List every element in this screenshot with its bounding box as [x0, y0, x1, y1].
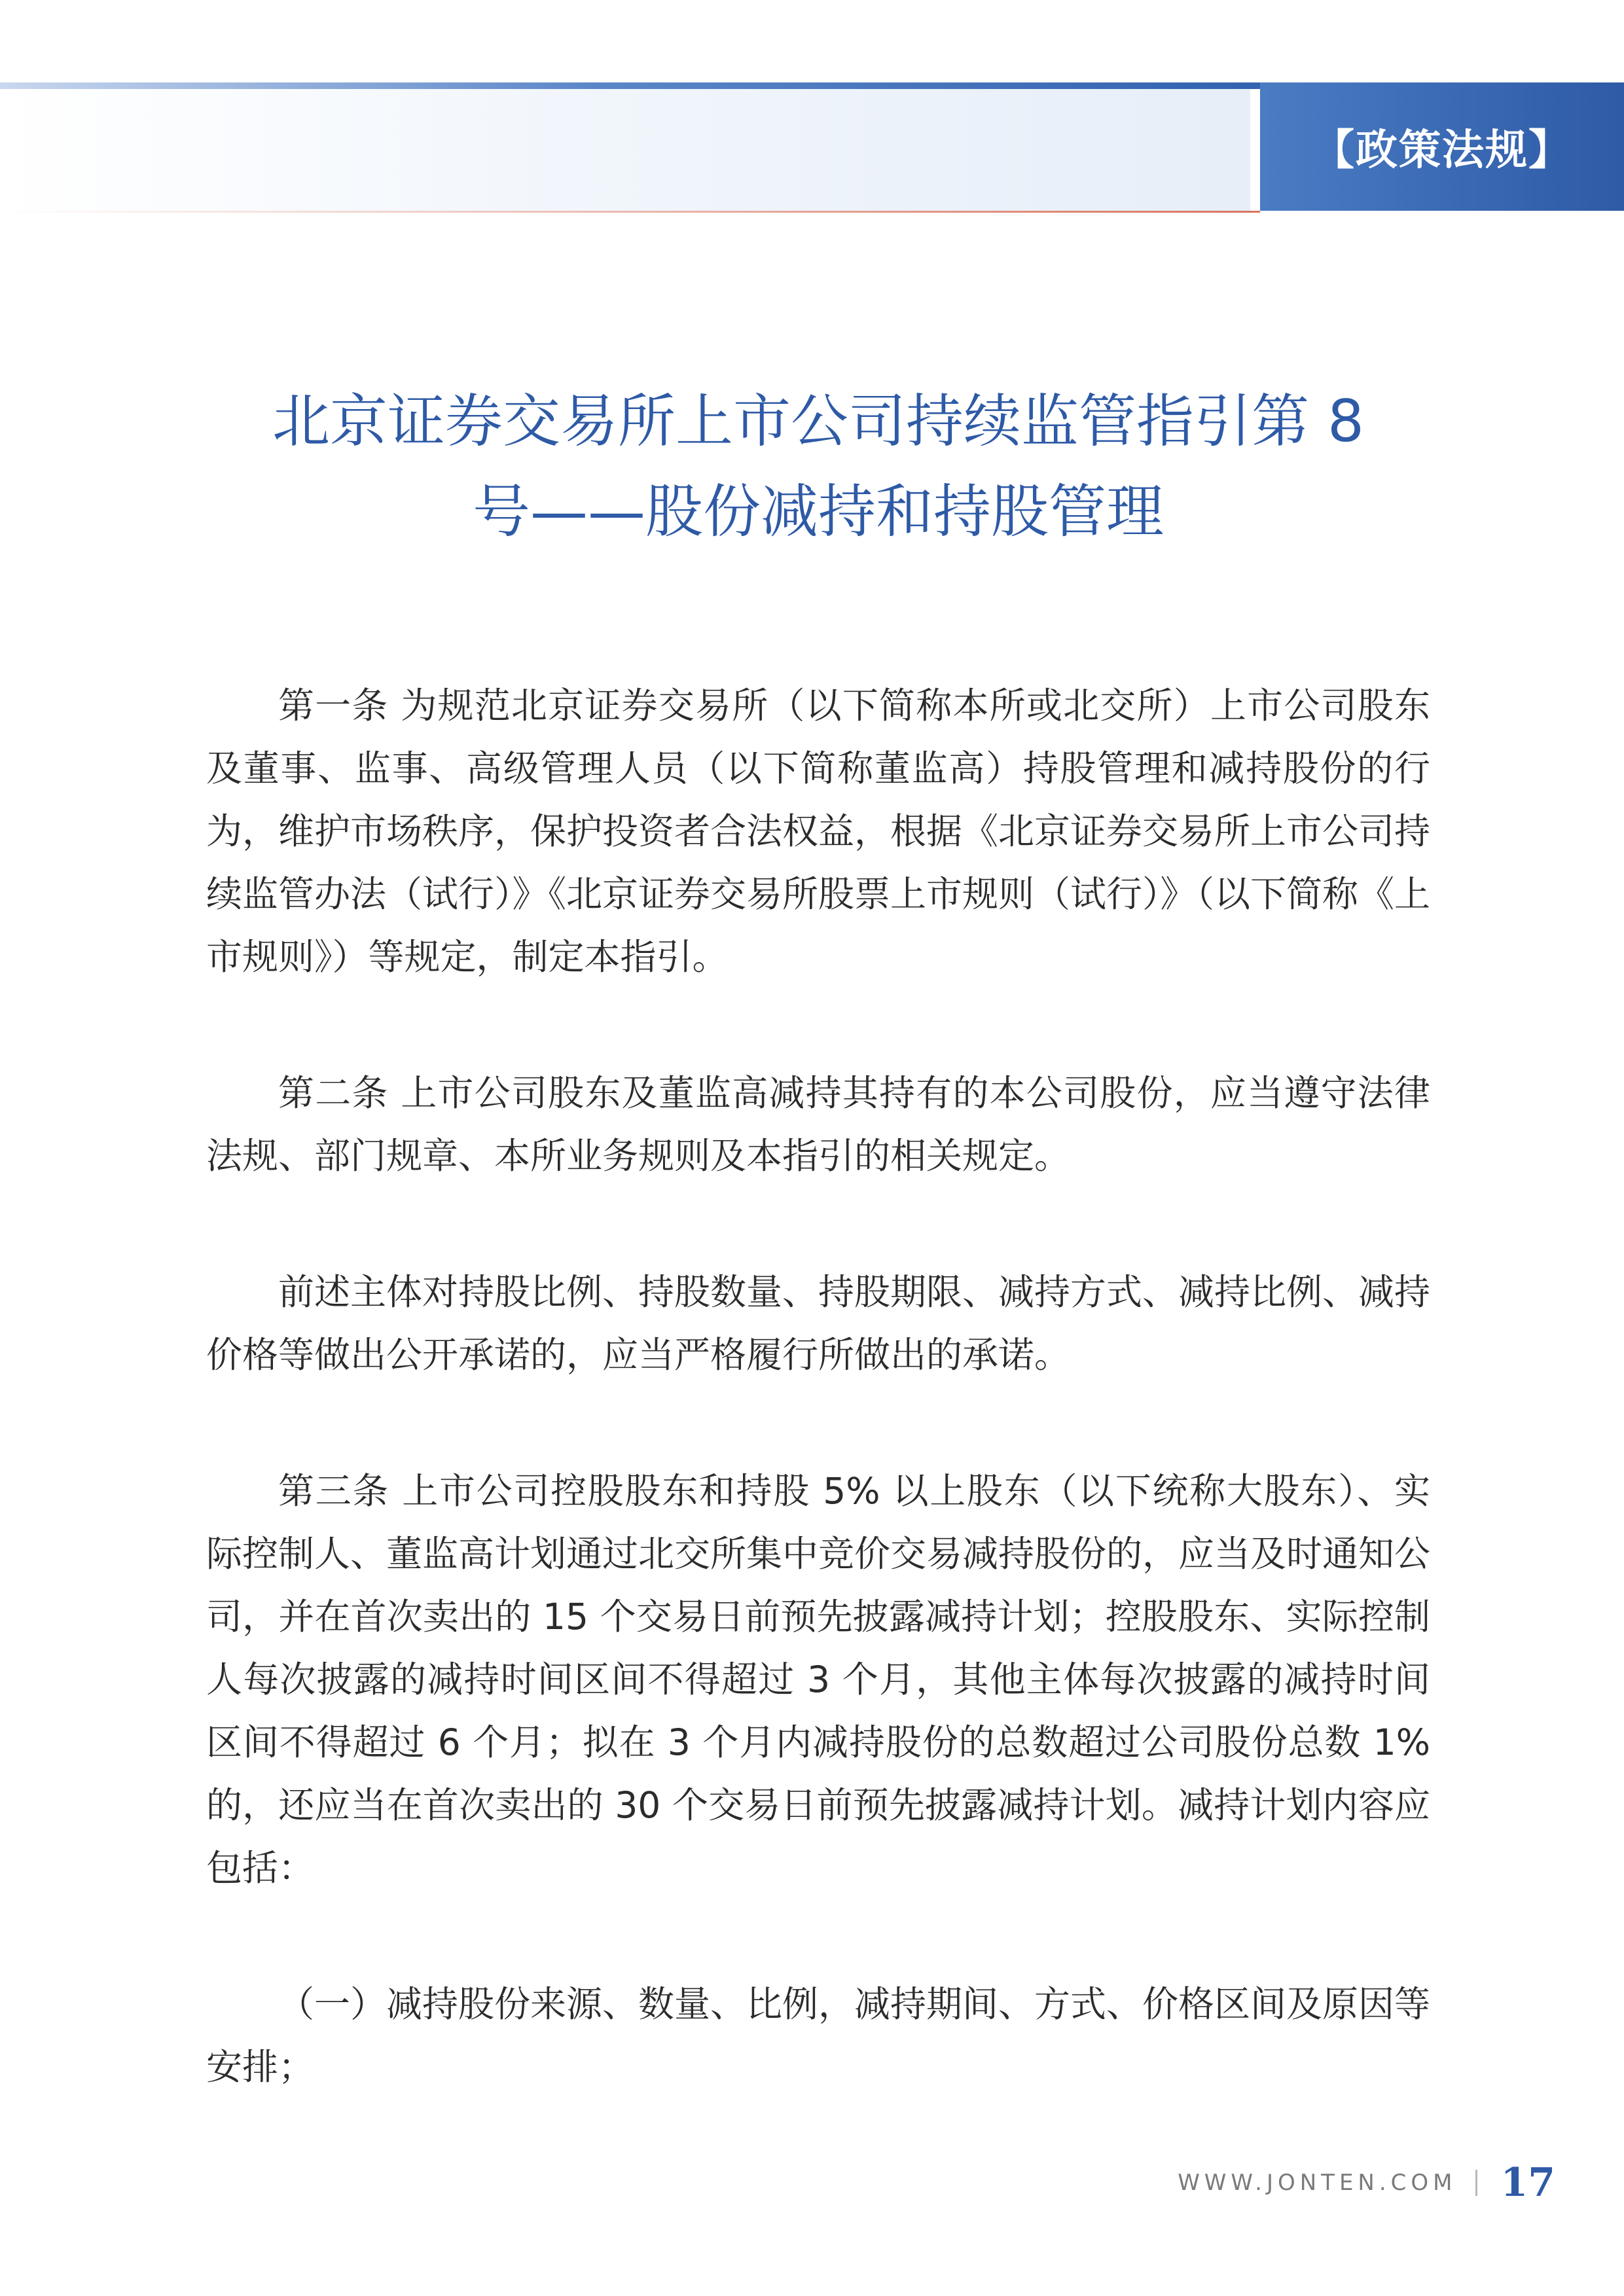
- title-line-2: 号——股份减持和持股管理: [472, 478, 1164, 545]
- section-label: 【政策法规】: [1312, 126, 1572, 175]
- article-3-item-1-paragraph: （一）减持股份来源、数量、比例，减持期间、方式、价格区间及原因等安排；: [206, 1983, 1431, 2088]
- footer-website: WWW.JONTEN.COM: [1178, 2170, 1457, 2196]
- page-number: 17: [1500, 2160, 1555, 2206]
- article-1-paragraph: 第一条 为规范北京证券交易所（以下简称本所或北交所）上市公司股东及董事、监事、高级管理人员（以下简称董监高）持股管理和减持股份的行为，维护市场秩序，保护投资者合法权益，根据《北京证券交易所上市公司持续监管办法（试行）》《北京证券交易所股票上市规则（试行）》（以下简称《上市规则》）等规定，制定本指引。: [206, 685, 1431, 978]
- article-2-paragraph: 第二条 上市公司股东及董监高减持其持有的本公司股份，应当遵守法律法规、部门规章、本所业务规则及本指引的相关规定。: [206, 1072, 1430, 1177]
- header-underline: [0, 211, 1260, 213]
- header-top-rule: [0, 82, 1309, 89]
- page-footer: [1178, 2160, 1555, 2206]
- title-line-1: 北京证券交易所上市公司持续监管指引第 8: [272, 387, 1364, 455]
- header-band: [0, 89, 1250, 211]
- article-3-paragraph: 第三条 上市公司控股股东和持股 5% 以上股东（以下统称大股东）、实际控制人、董监高计划通过北交所集中竞价交易减持股份的，应当及时通知公司，并在首次卖出的 15 个交易日前预先披露减持计划；控股股东、实际控制人每次披露的减持时间区间不得超过 3 个月，其他主体每次披露的减持时间区间不得超过 6 个月；拟在 3 个月内减持股份的总数超过公司股份总数 1% 的，还应当在首次卖出的 30 个交易日前预先披露减持计划。减持计划内容应包括：: [206, 1470, 1431, 1889]
- article-2-commitment-paragraph: 前述主体对持股比例、持股数量、持股期限、减持方式、减持比例、减持价格等做出公开承诺的，应当严格履行所做出的承诺。: [206, 1271, 1431, 1376]
- document-body: [206, 674, 1430, 2098]
- section-tab: [1260, 82, 1624, 211]
- document-title: [203, 376, 1434, 557]
- footer-divider: [1475, 2170, 1477, 2196]
